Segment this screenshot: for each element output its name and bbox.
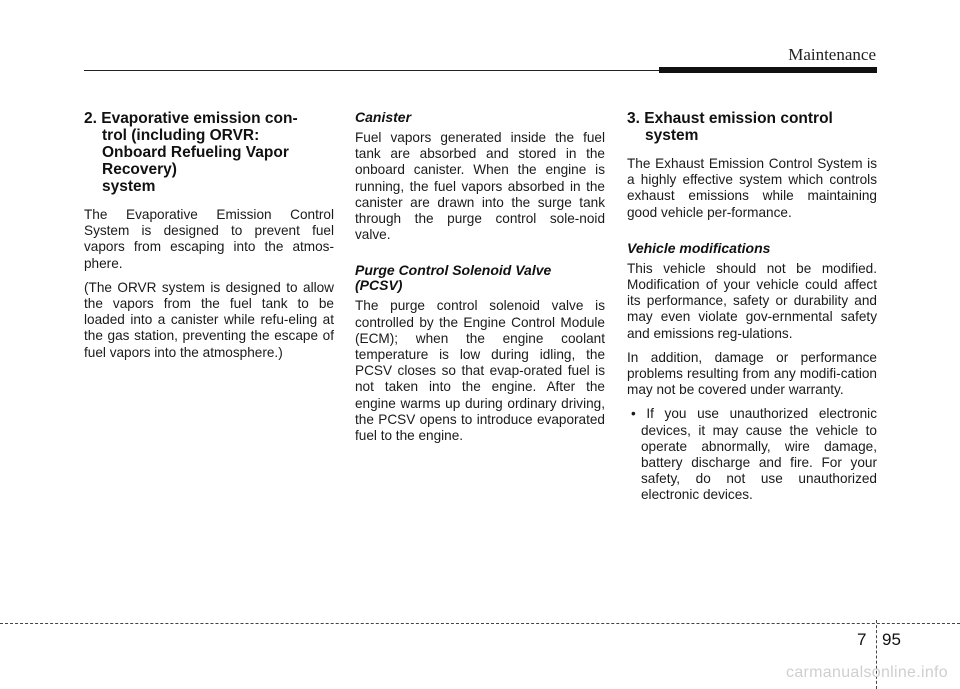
modifications-paragraph: This vehicle should not be modified. Modification of your vehicle could affect its performance, safety or durability and may even violate gov-ernmental safety and emissions reg-ulations. (627, 260, 877, 341)
vehicle-modifications-heading: Vehicle modifications (627, 239, 771, 256)
footer-rule (0, 623, 960, 624)
canister-paragraph: Fuel vapors generated inside the fuel tank are absorbed and stored in the onboard canister. When the engine is running, the fuel vapors absorbed in the canister are drawn into the surge tank through the purge control sole-noid valve. (355, 130, 605, 243)
chapter-number: 7 (857, 630, 867, 649)
header-rule (84, 70, 744, 71)
electronic-devices-bullet: • If you use unauthorized electronic devices, it may cause the vehicle to operate abnormally, wire damage, battery discharge and fire. For your safety, do not use unauthorized electronic devices. (631, 406, 877, 503)
column-middle (355, 110, 605, 452)
canister-heading: Canister (355, 109, 412, 125)
exhaust-intro-paragraph: The Exhaust Emission Control System is a highly effective system which controls exhaust emissions while maintaining good vehicle per-formance. (627, 156, 877, 220)
header-rule-accent (659, 67, 877, 73)
exhaust-emission-heading: 3. Exhaust emission control system (627, 110, 833, 144)
page-number: 95 (882, 630, 901, 649)
orvr-paragraph: (The ORVR system is designed to allow the vapors from the fuel tank to be loaded into a canister while refu-eling at the gas station, preventing the escape of fuel vapors into the atmosphere.) (84, 279, 334, 360)
evap-intro-paragraph: The Evaporative Emission Control System is designed to prevent fuel vapors from escaping into the atmos-phere. (84, 207, 334, 271)
section-title: Maintenance (788, 45, 876, 64)
watermark-link[interactable]: carmanualsonline.info (786, 664, 948, 681)
evap-emission-heading: 2. Evaporative emission con- trol (including ORVR: Onboard Refueling Vapor Recovery) system (84, 110, 298, 195)
column-right (627, 110, 877, 504)
pcsv-heading: Purge Control Solenoid Valve (PCSV) (355, 262, 552, 294)
column-left (84, 110, 334, 369)
warranty-paragraph: In addition, damage or performance problems resulting from any modifi-cation may not be covered under warranty. (627, 349, 877, 398)
pcsv-paragraph: The purge control solenoid valve is controlled by the Engine Control Module (ECM); when the engine coolant temperature is low during idling, the PCSV closes so that evap-orated fuel is not taken into the engine. After the engine warms up during ordinary driving, the PCSV opens to introduce evaporated fuel to the engine. (355, 298, 605, 444)
